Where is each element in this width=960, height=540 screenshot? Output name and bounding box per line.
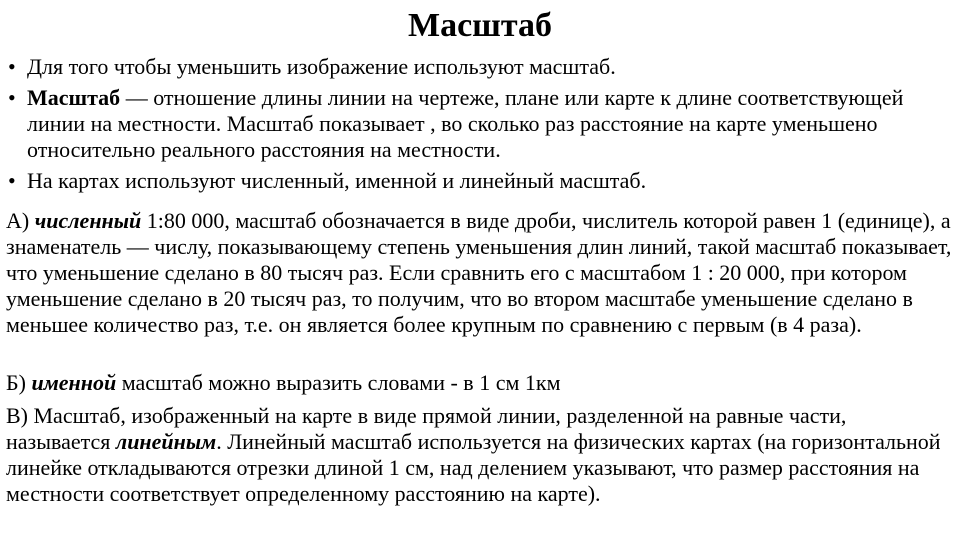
paragraph-text: 1:80 000, масштаб обозначается в виде дроби, числитель которой равен 1 (единице), а знаменатель — числу, показывающему степень уменьшения длин линий, такой масштаб показывает, что уменьшение сделано в 80 тысяч раз. Если сравнить его с масштабом 1 : 20 000, при котором уменьшение сделано в 20 тысяч раз, то получим, что во втором масштабе уменьшение сделано в меньшее количество раз, т.е. он является более крупным по сравнению с первым (в 4 раза). xyxy=(6,208,952,337)
slide-title: Масштаб xyxy=(407,7,552,44)
bullet-icon: • xyxy=(8,54,16,79)
bullet-item xyxy=(8,54,953,80)
term-definition-bold: Масштаб xyxy=(27,85,121,110)
bullet-icon: • xyxy=(8,168,16,193)
bullet-item xyxy=(8,85,953,163)
paragraph-linear-scale xyxy=(6,403,954,507)
term-numeric: численный xyxy=(34,208,142,233)
paragraph-prefix: Б) xyxy=(6,370,32,395)
paragraph-prefix: В) Масштаб, изображенный на карте в виде прямой линии, разделенной на равные части, называется xyxy=(6,403,847,454)
paragraph-numeric-scale xyxy=(6,208,954,338)
bullet-text: — отношение длины линии на чертеже, плане или карте к длине соответствующей линии на местности. Масштаб показывает , во сколько раз расстояние на карте уменьшено относительно реального расстояния на местности. xyxy=(27,85,904,162)
term-linear: линейным xyxy=(115,429,217,454)
paragraph-text: . Линейный масштаб используется на физических картах (на горизонтальной линейке откладываются отрезки длиной 1 см, над делением указывают, что размер расстояния на местности соответствует определенному расстоянию на карте). xyxy=(6,429,941,506)
term-named: именной xyxy=(31,370,117,395)
bullet-text: На картах используют численный, именной и линейный масштаб. xyxy=(27,168,647,193)
paragraph-named-scale xyxy=(6,370,954,396)
bullet-text: Для того чтобы уменьшить изображение используют масштаб. xyxy=(27,54,616,79)
paragraph-text: масштаб можно выразить словами - в 1 см 1км xyxy=(116,370,561,395)
bullet-item xyxy=(8,168,953,194)
bullet-list xyxy=(8,54,953,199)
bullet-icon: • xyxy=(8,85,16,110)
paragraph-prefix: А) xyxy=(6,208,35,233)
